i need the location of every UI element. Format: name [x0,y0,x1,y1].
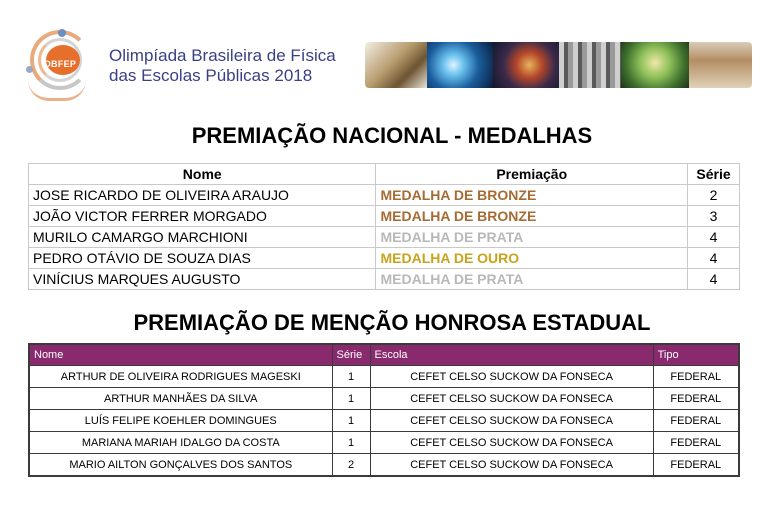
cell-premiacao: MEDALHA DE BRONZE [376,206,688,227]
column-header-serie: Série [688,164,740,185]
cell-serie: 1 [332,410,370,432]
banner-photo-equipment [559,42,621,88]
banner-photo-accelerator [493,42,559,88]
table-header-row [29,344,739,366]
banner-photo-lens [621,42,689,88]
cell-nome: ARTHUR DE OLIVEIRA RODRIGUES MAGESKI [29,366,332,388]
cell-escola: CEFET CELSO SUCKOW DA FONSECA [370,366,653,388]
column-header-premiacao: Premiação [376,164,688,185]
brand-title [109,46,336,86]
cell-tipo: FEDERAL [653,388,739,410]
cell-serie: 2 [688,185,740,206]
table-row [29,454,739,477]
column-header-tipo: Tipo [653,344,739,366]
table-row [29,410,739,432]
cell-escola: CEFET CELSO SUCKOW DA FONSECA [370,454,653,477]
banner-photo-plasma [427,42,493,88]
cell-nome: VINÍCIUS MARQUES AUGUSTO [29,269,376,290]
cell-nome: ARTHUR MANHÃES DA SILVA [29,388,332,410]
table-row [29,248,740,269]
table-row [29,388,739,410]
table-row [29,366,739,388]
table-header-row [29,164,740,185]
cell-serie: 1 [332,388,370,410]
brand-line-1: Olimpíada Brasileira de Física [109,46,336,65]
medals-table [28,163,740,290]
logo-text: OBFEP [43,59,77,69]
cell-nome: LUÍS FELIPE KOEHLER DOMINGUES [29,410,332,432]
cell-tipo: FEDERAL [653,432,739,454]
table-row [29,269,740,290]
column-header-escola: Escola [370,344,653,366]
brand-line-2: das Escolas Públicas 2018 [109,66,313,85]
cell-escola: CEFET CELSO SUCKOW DA FONSECA [370,432,653,454]
cell-tipo: FEDERAL [653,410,739,432]
table-row [29,227,740,248]
cell-serie: 4 [688,248,740,269]
cell-tipo: FEDERAL [653,366,739,388]
cell-serie: 1 [332,366,370,388]
cell-serie: 3 [688,206,740,227]
column-header-serie: Série [332,344,370,366]
cell-serie: 2 [332,454,370,477]
cell-nome: MARIANA MARIAH IDALGO DA COSTA [29,432,332,454]
banner-photo-strip [365,42,752,88]
section-title-mencao-honrosa: PREMIAÇÃO DE MENÇÃO HONROSA ESTADUAL [133,310,651,335]
cell-escola: CEFET CELSO SUCKOW DA FONSECA [370,388,653,410]
banner-photo-sculpture [365,42,427,88]
cell-nome: PEDRO OTÁVIO DE SOUZA DIAS [29,248,376,269]
cell-serie: 4 [688,227,740,248]
page-header [0,0,768,110]
table-row [29,432,739,454]
column-header-nome: Nome [29,344,332,366]
cell-premiacao: MEDALHA DE PRATA [376,227,688,248]
cell-nome: MARIO AILTON GONÇALVES DOS SANTOS [29,454,332,477]
cell-nome: MURILO CAMARGO MARCHIONI [29,227,376,248]
section-title-medalhas: PREMIAÇÃO NACIONAL - MEDALHAS [191,123,593,148]
column-header-nome: Nome [29,164,376,185]
table-row [29,206,740,227]
cell-premiacao: MEDALHA DE BRONZE [376,185,688,206]
cell-tipo: FEDERAL [653,454,739,477]
cell-nome: JOSE RICARDO DE OLIVEIRA ARAUJO [29,185,376,206]
honorable-mention-table [28,343,740,477]
cell-nome: JOÃO VICTOR FERRER MORGADO [29,206,376,227]
cell-premiacao: MEDALHA DE PRATA [376,269,688,290]
cell-serie: 4 [688,269,740,290]
cell-serie: 1 [332,432,370,454]
table-row [29,185,740,206]
obfep-logo [24,26,98,100]
cell-escola: CEFET CELSO SUCKOW DA FONSECA [370,410,653,432]
cell-premiacao: MEDALHA DE OURO [376,248,688,269]
banner-photo-student [689,42,752,88]
